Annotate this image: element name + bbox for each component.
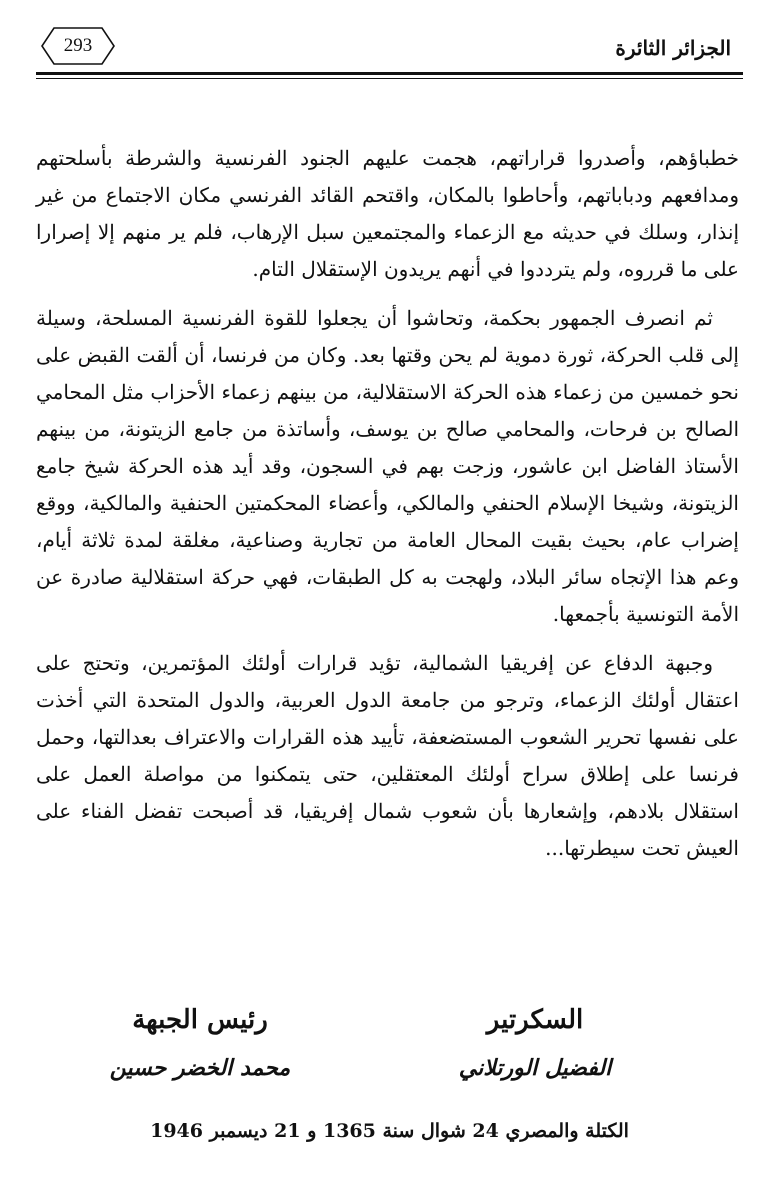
president-role: رئيس الجبهة [132, 1005, 268, 1035]
president-name: محمد الخضر حسين [109, 1055, 291, 1081]
secretary-name: الفضيل الورتلاني [458, 1055, 612, 1081]
header-rule-thin [36, 78, 743, 79]
signature-secretary [385, 1000, 685, 1088]
signatures [40, 1000, 735, 1120]
header-rule-thick [36, 72, 743, 75]
paragraph-2: ثم انصرف الجمهور بحكمة، وتحاشوا أن يجعلوا للقوة الفرنسية المسلحة، وسيلة إلى قلب الحركة، ثورة دموية لم يحن وقتها بعد. وكان من فرنسا، أن ألقت القبض على نحو خمسين من زعماء هذه الحركة الاستقلالية، من بينهم زعماء الأحزاب مثل المحامي الصالح بن فرحات، والمحامي صالح بن يوسف، وأساتذة من جامع الزيتونة، من بينهم الأستاذ الفاضل ابن عاشور، وزجت بهم في السجون، وقد أيد هذه الحركة شيخ جامع الزيتونة، وشيخا الإسلام الحنفي والمالكي، وأعضاء المحكمتين الحنفية والمالكية، ووقع إضراب عام، بحيث بقيت المحال العامة من تجارية وصناعية، مغلقة لمدة ثلاثة أيام، وعم هذا الإتجاه سائر البلاد، ولهجت به كل الطبقات، فهي حركة استقلالية صادرة عن الأمة التونسية بأجمعها. [36, 306, 739, 626]
running-title: الجزائر الثائرة [615, 36, 731, 60]
signature-president [50, 1000, 350, 1088]
page-number-box [40, 26, 116, 66]
body-text [36, 140, 739, 867]
secretary-role: السكرتير [486, 1005, 584, 1035]
paragraph-3: وجبهة الدفاع عن إفريقيا الشمالية، تؤيد قرارات أولئك المؤتمرين، وتحتج على اعتقال أولئك الزعماء، وترجو من جامعة الدول العربية، والدول المتحدة التي أخذت على نفسها تحرير الشعوب المستضعفة، تأييد هذه القرارات والاعتراف بعدالتها، وحمل فرنسا على إطلاق سراح أولئك المعتقلين، حتى يتمكنوا من مواصلة العمل على استقلال بلادهم، وإشعارها بأن شعوب شمال إفريقيا، قد أصبحت تفضل الفناء على العيش تحت سيطرتها... [36, 651, 739, 860]
page-number: 293 [63, 35, 93, 56]
source-date-line: الكتلة والمصري 24 شوال سنة 1365 و 21 ديسمبر 1946 [150, 1120, 629, 1142]
paragraph-1: خطباؤهم، وأصدروا قراراتهم، هجمت عليهم الجنود الفرنسية والشرطة بأسلحتهم ومدافعهم ودباباتهم، وأحاطوا بالمكان، واقتحم القائد الفرنسي مكان الاجتماع من غير إنذار، وسلك في حديثه مع الزعماء والمجتمعين سبل الإرهاب، فلم ير منهم إلا إصرارا على ما قرروه، ولم يترددوا في أنهم يريدون الإستقلال التام. [36, 146, 739, 281]
